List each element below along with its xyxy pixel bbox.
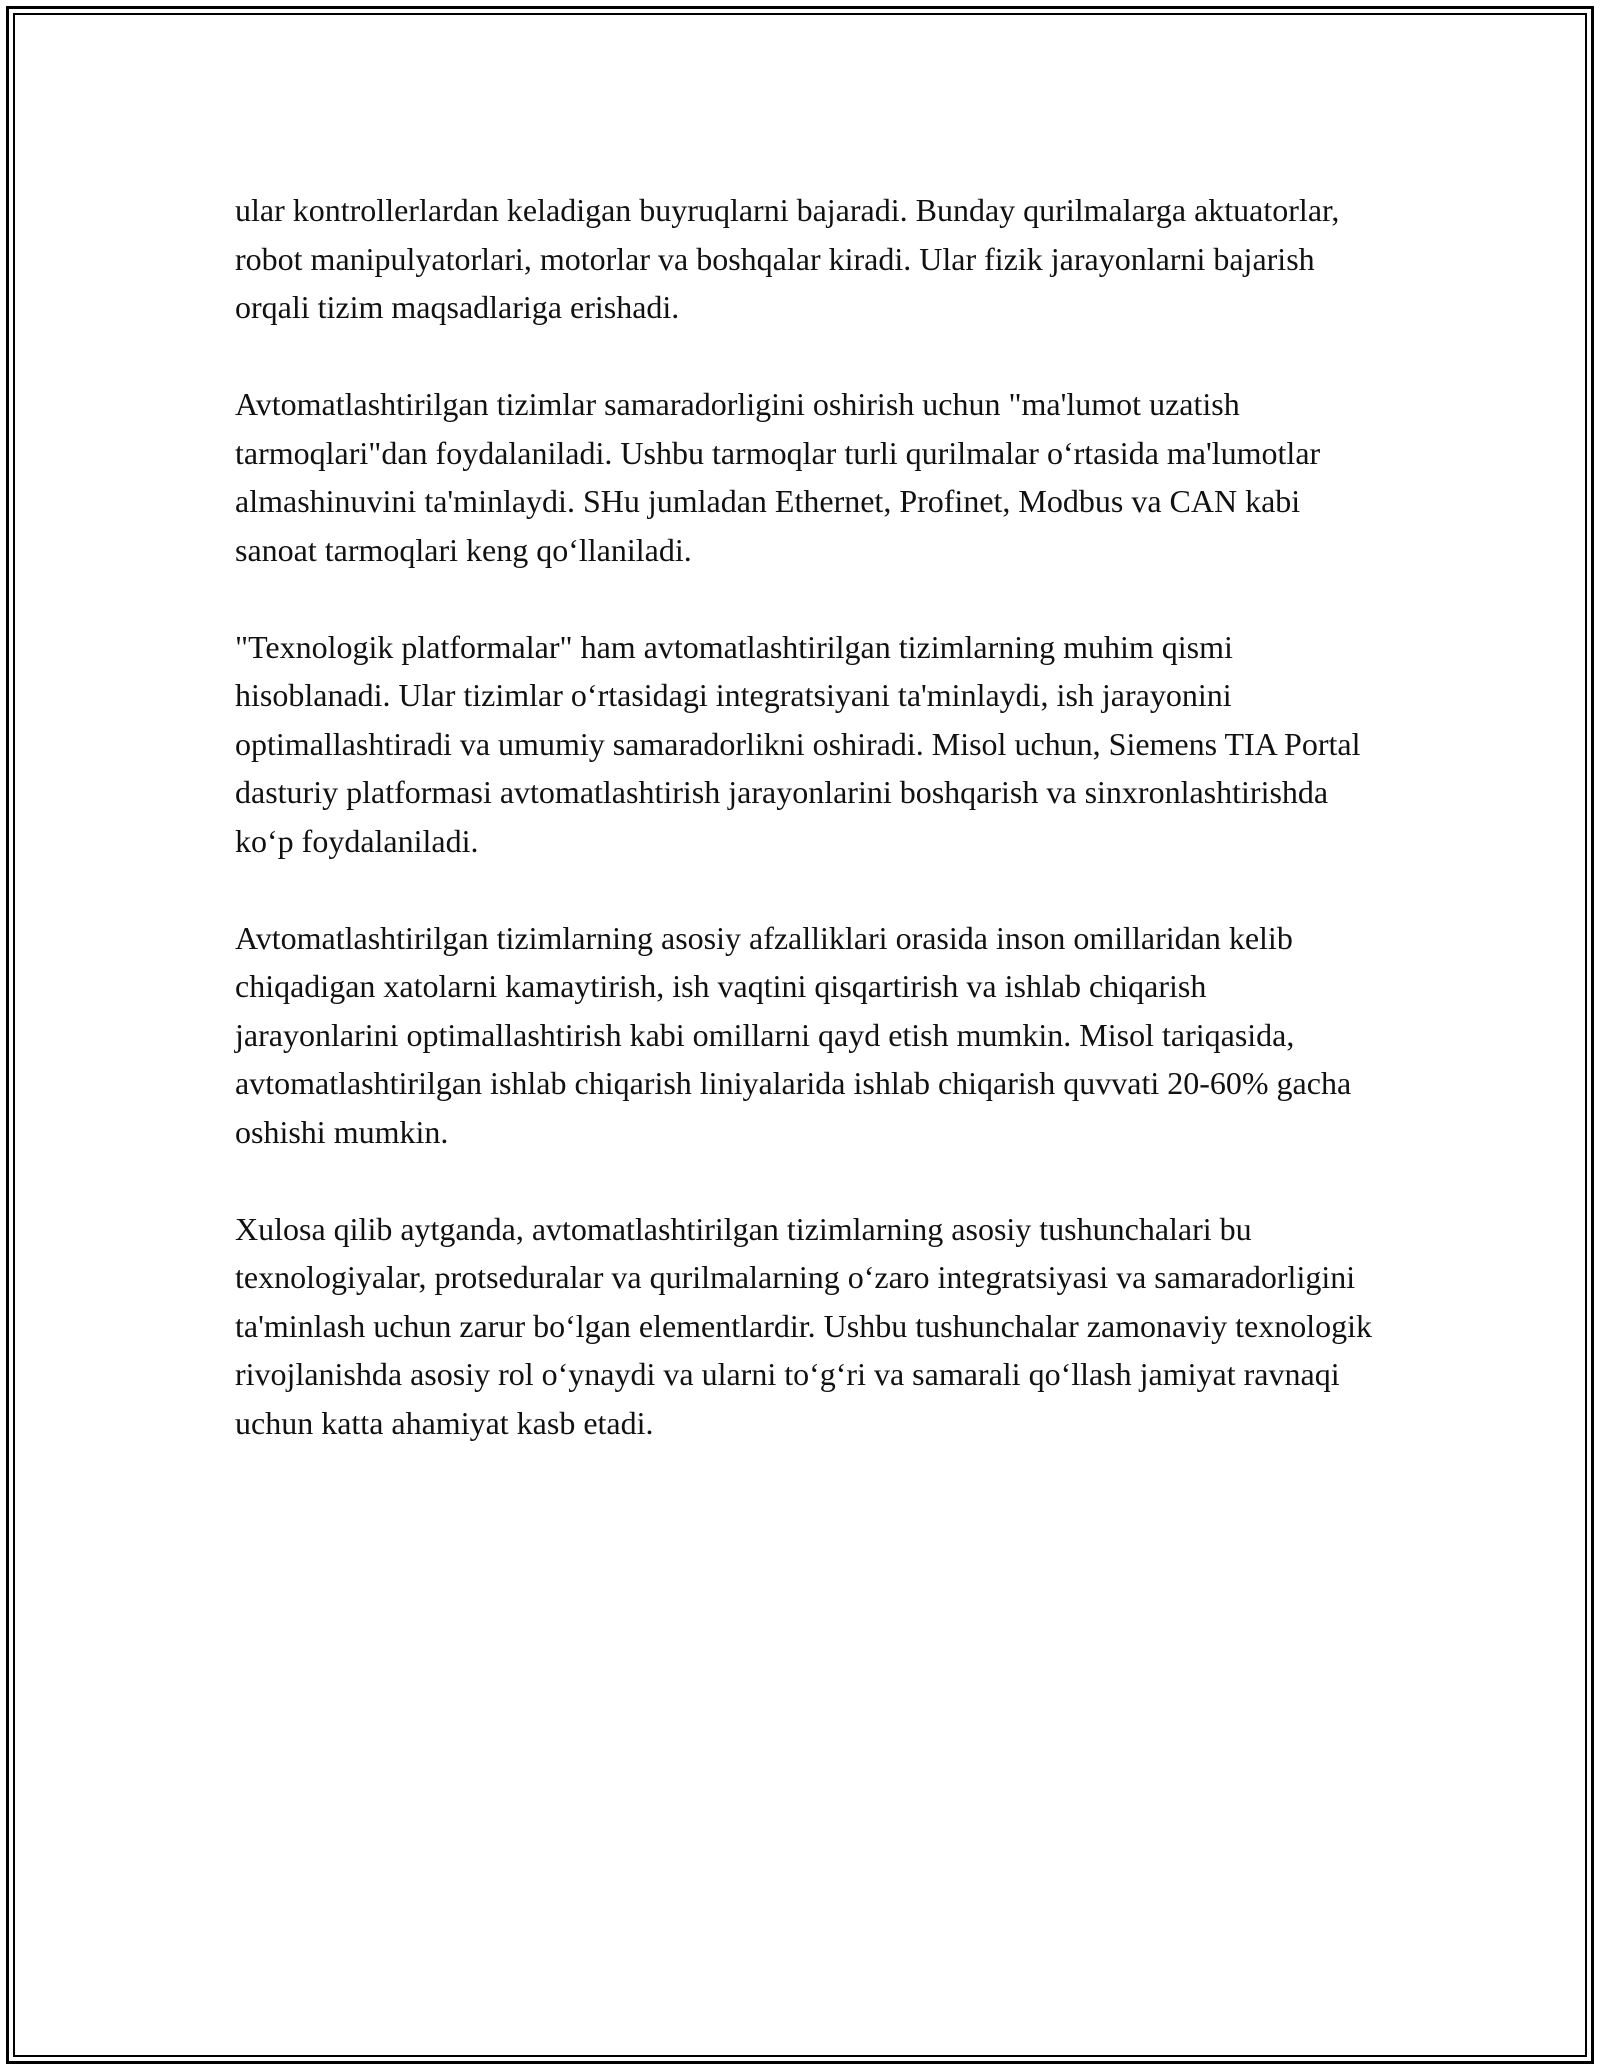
paragraph-advantages: Avtomatlashtirilgan tizimlarning asosiy afzalliklari orasida inson omillaridan kelib chiqadigan xatolarni kamaytirish, ish vaqtini qisqartirish va ishlab chiqarish jarayonlarini optimallashtirish kabi omillarni qayd etish mumkin. Misol tariqasida, avtomatlashtirilgan ishlab chiqarish liniyalarida ishlab chiqarish quvvati 20-60% gacha oshishi mumkin. — [235, 919, 1352, 1150]
paragraph-platforms: "Texnologik platformalar" ham avtomatlashtirilgan tizimlarning muhim qismi hisoblanadi. Ular tizimlar o‘rtasidagi integratsiyani ta'minlaydi, ish jarayonini optimallashtiradi va umumiy samaradorlikni oshiradi. Misol uchun, Siemens TIA Portal dasturiy platformasi avtomatlashtirish jarayonlarini boshqarish va sinxronlashtirishda ko‘p foydalaniladi. — [235, 628, 1361, 859]
document-body — [235, 186, 1375, 1496]
paragraph-conclusion: Xulosa qilib aytganda, avtomatlashtirilgan tizimlarning asosiy tushunchalari bu texnologiyalar, protseduralar va qurilmalarning o‘zaro integratsiyasi va samaradorligini ta'minlash uchun zarur bo‘lgan elementlardir. Ushbu tushunchalar zamonaviy texnologik rivojlanishda asosiy rol o‘ynaydi va ularni to‘g‘ri va samarali qo‘llash jamiyat ravnaqi uchun katta ahamiyat kasb etadi. — [235, 1210, 1372, 1441]
paragraph-networks: Avtomatlashtirilgan tizimlar samaradorligini oshirish uchun "ma'lumot uzatish tarmoqlari"dan foydalaniladi. Ushbu tarmoqlar turli qurilmalar o‘rtasida ma'lumotlar almashinuvini ta'minlaydi. SHu jumladan Ethernet, Profinet, Modbus va CAN kabi sanoat tarmoqlari keng qo‘llaniladi. — [235, 386, 1321, 568]
paragraph-actuators: ular kontrollerlardan keladigan buyruqlarni bajaradi. Bunday qurilmalarga aktuatorlar, robot manipulyatorlari, motorlar va boshqalar kiradi. Ular fizik jarayonlarni bajarish orqali tizim maqsadlariga erishadi. — [235, 192, 1340, 325]
